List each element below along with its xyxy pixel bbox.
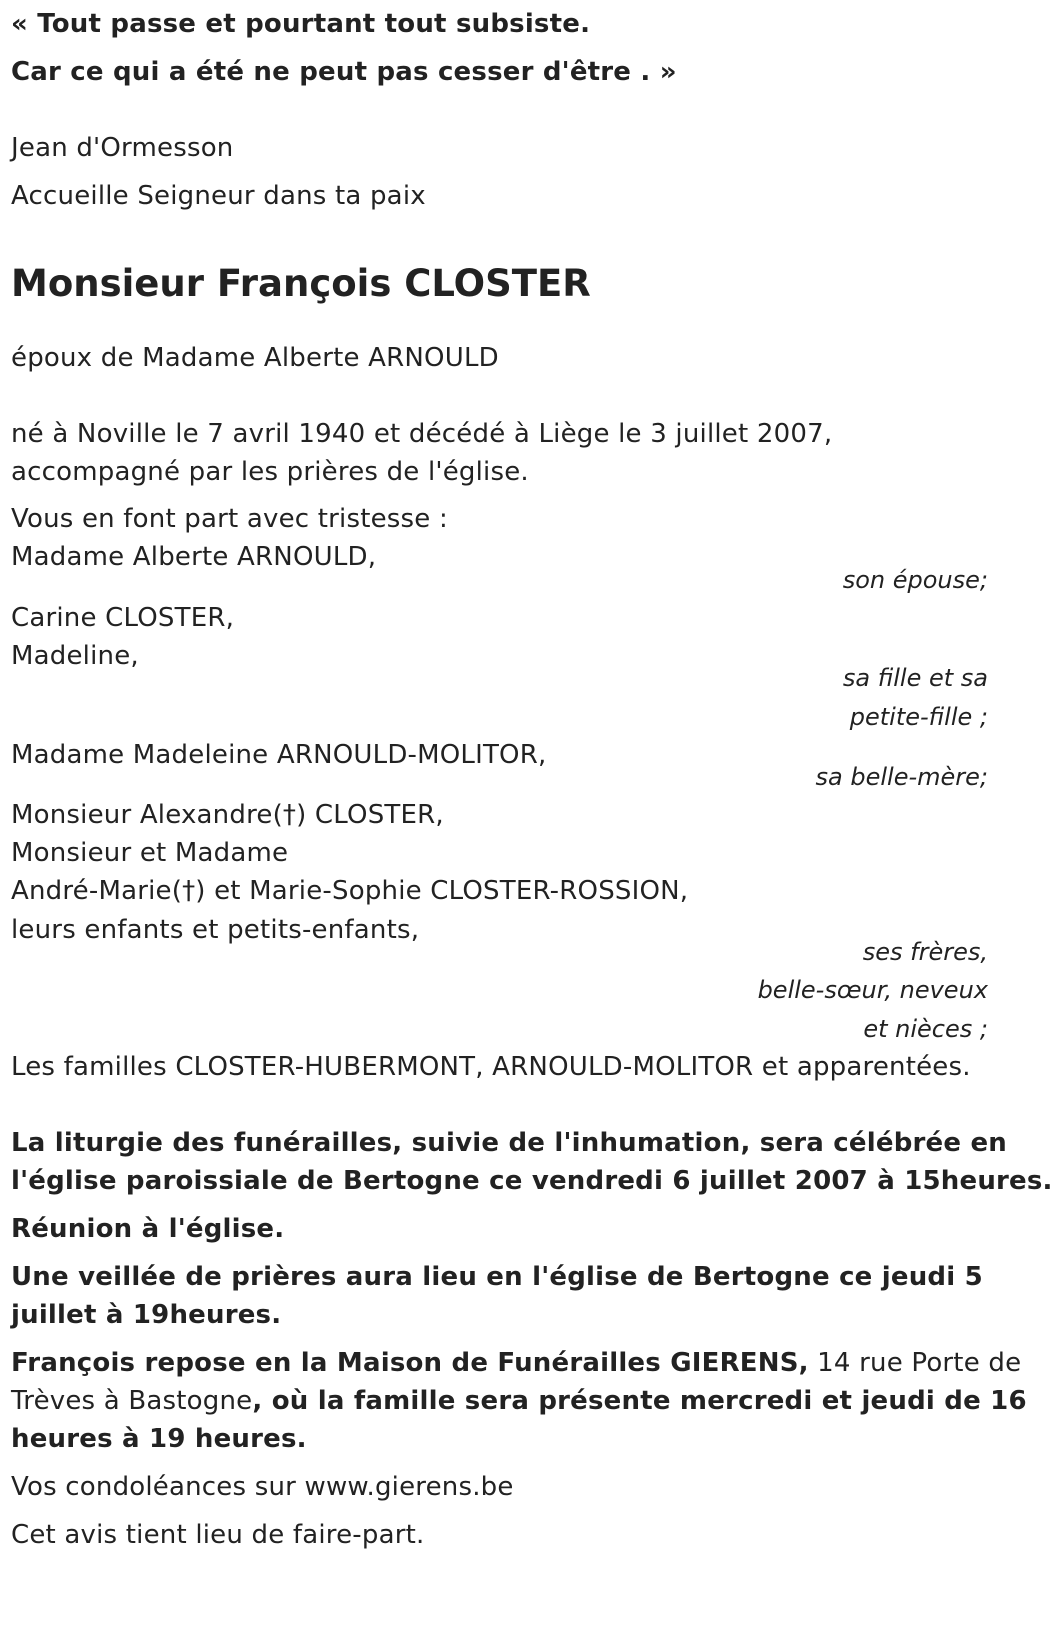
relation-spouse: son épouse;	[842, 566, 988, 594]
quote-author: Jean d'Ormesson	[11, 133, 234, 163]
related-families: Les familles CLOSTER-HUBERMONT, ARNOULD-MOLITOR et apparentées.	[11, 1052, 971, 1082]
vigil-line-2: juillet à 19heures.	[11, 1300, 282, 1330]
repose-city-text: Trèves à Bastogne	[11, 1386, 253, 1416]
deceased-name: Monsieur François CLOSTER	[11, 262, 591, 305]
quote-line-2: Car ce qui a été ne peut pas cesser d'être . »	[11, 57, 677, 87]
relation-sister-in-law: belle-sœur, neveux	[757, 976, 988, 1004]
quote-line-1: « Tout passe et pourtant tout subsiste.	[11, 9, 591, 39]
repose-bold-text: François repose en la Maison de Funérailles GIERENS,	[11, 1348, 809, 1378]
relation-mother-in-law: sa belle-mère;	[815, 763, 988, 791]
funeral-line-1: La liturgie des funérailles, suivie de l'inhumation, sera célébrée en	[11, 1128, 1007, 1158]
family-member-children: leurs enfants et petits-enfants,	[11, 915, 420, 945]
repose-presence-text: , où la famille sera présente mercredi et jeudi de 16	[252, 1386, 1027, 1416]
repose-address-text: 14 rue Porte de	[808, 1348, 1022, 1378]
family-member-granddaughter: Madeline,	[11, 641, 139, 671]
birth-death-line-1: né à Noville le 7 avril 1940 et décédé à Liège le 3 juillet 2007,	[11, 419, 833, 449]
family-member-brother-2-title: Monsieur et Madame	[11, 838, 289, 868]
condolences-line: Vos condoléances sur www.gierens.be	[11, 1472, 514, 1502]
relation-daughter: sa fille et sa	[842, 664, 988, 692]
vigil-line-1: Une veillée de prières aura lieu en l'église de Bertogne ce jeudi 5	[11, 1262, 983, 1292]
meeting-line: Réunion à l'église.	[11, 1214, 285, 1244]
spouse-line: époux de Madame Alberte ARNOULD	[11, 343, 499, 373]
relation-granddaughter: petite-fille ;	[849, 703, 988, 731]
notice-line: Cet avis tient lieu de faire-part.	[11, 1520, 425, 1550]
repose-line-1	[11, 1343, 1021, 1383]
repose-line-2	[11, 1381, 1027, 1421]
family-member-brother-1: Monsieur Alexandre(†) CLOSTER,	[11, 800, 444, 830]
family-member-brother-2-names: André-Marie(†) et Marie-Sophie CLOSTER-ROSSION,	[11, 876, 689, 906]
relation-brothers: ses frères,	[862, 938, 988, 966]
funeral-line-2: l'église paroissiale de Bertogne ce vendredi 6 juillet 2007 à 15heures.	[11, 1166, 1053, 1196]
repose-line-3: heures à 19 heures.	[11, 1424, 307, 1454]
family-member-daughter: Carine CLOSTER,	[11, 603, 235, 633]
family-member-mother-in-law: Madame Madeleine ARNOULD-MOLITOR,	[11, 740, 547, 770]
prayer-line: Accueille Seigneur dans ta paix	[11, 181, 426, 211]
announcement-line: Vous en font part avec tristesse :	[11, 504, 448, 534]
family-member-spouse: Madame Alberte ARNOULD,	[11, 542, 377, 572]
birth-death-line-2: accompagné par les prières de l'église.	[11, 457, 529, 487]
relation-nieces: et nièces ;	[863, 1015, 988, 1043]
